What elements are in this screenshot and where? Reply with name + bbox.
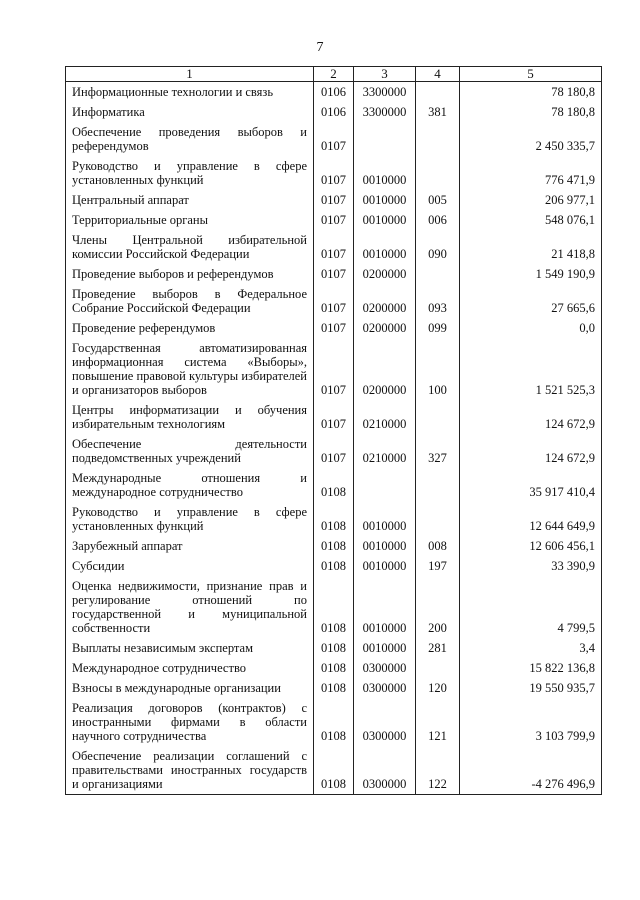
table-row [66, 502, 602, 536]
row-section-code-cell: 0108 [314, 556, 354, 576]
table-row [66, 556, 602, 576]
row-name-cell: Проведение референдумов [66, 318, 314, 338]
row-amount-cell: 0,0 [460, 318, 602, 338]
table-row [66, 338, 602, 400]
row-amount-cell: 3,4 [460, 638, 602, 658]
row-target-code-cell: 0010000 [354, 190, 416, 210]
row-expense-type-cell: 099 [416, 318, 460, 338]
row-amount-cell: 1 549 190,9 [460, 264, 602, 284]
table-row [66, 638, 602, 658]
table-row [66, 434, 602, 468]
row-target-code-cell: 3300000 [354, 102, 416, 122]
row-name-cell: Обеспечение реализации соглашений с правительствами иностранных государств и организациями [66, 746, 314, 795]
row-amount-cell: 27 665,6 [460, 284, 602, 318]
row-amount-cell: 124 672,9 [460, 400, 602, 434]
row-target-code-cell: 0010000 [354, 502, 416, 536]
row-amount-cell: 548 076,1 [460, 210, 602, 230]
row-expense-type-cell: 121 [416, 698, 460, 746]
row-name-cell: Взносы в международные организации [66, 678, 314, 698]
row-amount-cell: 19 550 935,7 [460, 678, 602, 698]
row-name-cell: Информационные технологии и связь [66, 82, 314, 103]
row-target-code-cell: 0300000 [354, 658, 416, 678]
row-expense-type-cell: 200 [416, 576, 460, 638]
row-name-cell: Реализация договоров (контрактов) с иностранными фирмами в области научного сотрудничества [66, 698, 314, 746]
row-amount-cell: 78 180,8 [460, 102, 602, 122]
row-target-code-cell: 0210000 [354, 400, 416, 434]
row-name-cell: Оценка недвижимости, признание прав и регулирование отношений по государственной и муниципальной собственности [66, 576, 314, 638]
row-target-code-cell: 0210000 [354, 434, 416, 468]
row-amount-cell: 78 180,8 [460, 82, 602, 103]
row-expense-type-cell: 327 [416, 434, 460, 468]
row-name-cell: Обеспечение проведения выборов и референдумов [66, 122, 314, 156]
row-expense-type-cell: 100 [416, 338, 460, 400]
row-expense-type-cell [416, 82, 460, 103]
row-target-code-cell: 0010000 [354, 576, 416, 638]
row-section-code-cell: 0108 [314, 678, 354, 698]
row-expense-type-cell: 006 [416, 210, 460, 230]
row-section-code-cell: 0107 [314, 434, 354, 468]
row-expense-type-cell: 005 [416, 190, 460, 210]
row-amount-cell: 12 606 456,1 [460, 536, 602, 556]
table-row [66, 658, 602, 678]
row-target-code-cell: 0200000 [354, 264, 416, 284]
row-amount-cell: -4 276 496,9 [460, 746, 602, 795]
table-row [66, 102, 602, 122]
row-target-code-cell: 0010000 [354, 210, 416, 230]
table-row [66, 230, 602, 264]
row-expense-type-cell: 120 [416, 678, 460, 698]
row-name-cell: Проведение выборов и референдумов [66, 264, 314, 284]
row-amount-cell: 124 672,9 [460, 434, 602, 468]
row-section-code-cell: 0107 [314, 318, 354, 338]
row-name-cell: Центры информатизации и обучения избирательным технологиям [66, 400, 314, 434]
row-section-code-cell: 0106 [314, 102, 354, 122]
row-section-code-cell: 0107 [314, 400, 354, 434]
row-section-code-cell: 0108 [314, 536, 354, 556]
row-name-cell: Зарубежный аппарат [66, 536, 314, 556]
table-row [66, 698, 602, 746]
row-name-cell: Обеспечение деятельности подведомственных учреждений [66, 434, 314, 468]
page-number: 7 [316, 40, 324, 55]
row-name-cell: Центральный аппарат [66, 190, 314, 210]
row-amount-cell: 12 644 649,9 [460, 502, 602, 536]
table-row [66, 264, 602, 284]
row-section-code-cell: 0108 [314, 502, 354, 536]
budget-table [65, 66, 602, 795]
row-section-code-cell: 0107 [314, 230, 354, 264]
row-expense-type-cell [416, 264, 460, 284]
table-row [66, 82, 602, 103]
row-expense-type-cell: 122 [416, 746, 460, 795]
row-amount-cell: 2 450 335,7 [460, 122, 602, 156]
row-expense-type-cell [416, 122, 460, 156]
row-section-code-cell: 0107 [314, 190, 354, 210]
row-target-code-cell: 3300000 [354, 82, 416, 103]
table-row [66, 318, 602, 338]
row-target-code-cell: 0010000 [354, 638, 416, 658]
row-expense-type-cell: 093 [416, 284, 460, 318]
row-expense-type-cell: 008 [416, 536, 460, 556]
row-target-code-cell: 0300000 [354, 678, 416, 698]
row-target-code-cell: 0200000 [354, 318, 416, 338]
row-expense-type-cell: 197 [416, 556, 460, 576]
table-header-row [66, 67, 602, 82]
row-section-code-cell: 0108 [314, 746, 354, 795]
table-row [66, 156, 602, 190]
row-name-cell: Государственная автоматизированная информационная система «Выборы», повышение правовой культуры избирателей и организаторов выборов [66, 338, 314, 400]
column-header-3: 3 [354, 67, 416, 82]
row-name-cell: Субсидии [66, 556, 314, 576]
table-row [66, 576, 602, 638]
row-target-code-cell: 0300000 [354, 698, 416, 746]
table-row [66, 190, 602, 210]
column-header-1: 1 [66, 67, 314, 82]
row-amount-cell: 15 822 136,8 [460, 658, 602, 678]
row-name-cell: Территориальные органы [66, 210, 314, 230]
row-name-cell: Информатика [66, 102, 314, 122]
row-amount-cell: 206 977,1 [460, 190, 602, 210]
row-target-code-cell: 0300000 [354, 746, 416, 795]
row-amount-cell: 21 418,8 [460, 230, 602, 264]
row-target-code-cell [354, 122, 416, 156]
row-target-code-cell: 0010000 [354, 230, 416, 264]
table-row [66, 746, 602, 795]
table-row [66, 536, 602, 556]
row-section-code-cell: 0106 [314, 82, 354, 103]
row-expense-type-cell: 090 [416, 230, 460, 264]
row-name-cell: Руководство и управление в сфере установленных функций [66, 502, 314, 536]
row-name-cell: Международные отношения и международное сотрудничество [66, 468, 314, 502]
table-row [66, 284, 602, 318]
row-name-cell: Члены Центральной избирательной комиссии Российской Федерации [66, 230, 314, 264]
row-section-code-cell: 0107 [314, 210, 354, 230]
row-name-cell: Выплаты независимым экспертам [66, 638, 314, 658]
row-expense-type-cell [416, 156, 460, 190]
column-header-5: 5 [460, 67, 602, 82]
row-section-code-cell: 0108 [314, 658, 354, 678]
row-name-cell: Руководство и управление в сфере установленных функций [66, 156, 314, 190]
column-header-4: 4 [416, 67, 460, 82]
row-amount-cell: 3 103 799,9 [460, 698, 602, 746]
row-target-code-cell: 0010000 [354, 156, 416, 190]
table-row [66, 468, 602, 502]
row-amount-cell: 35 917 410,4 [460, 468, 602, 502]
row-target-code-cell [354, 468, 416, 502]
column-header-2: 2 [314, 67, 354, 82]
row-section-code-cell: 0108 [314, 698, 354, 746]
row-section-code-cell: 0107 [314, 122, 354, 156]
row-amount-cell: 33 390,9 [460, 556, 602, 576]
table-row [66, 678, 602, 698]
table-row [66, 210, 602, 230]
row-section-code-cell: 0107 [314, 156, 354, 190]
row-amount-cell: 1 521 525,3 [460, 338, 602, 400]
row-target-code-cell: 0200000 [354, 338, 416, 400]
row-section-code-cell: 0108 [314, 468, 354, 502]
row-section-code-cell: 0108 [314, 638, 354, 658]
row-target-code-cell: 0010000 [354, 556, 416, 576]
row-expense-type-cell [416, 400, 460, 434]
row-target-code-cell: 0200000 [354, 284, 416, 318]
row-expense-type-cell: 381 [416, 102, 460, 122]
row-section-code-cell: 0107 [314, 284, 354, 318]
row-name-cell: Проведение выборов в Федеральное Собрание Российской Федерации [66, 284, 314, 318]
row-expense-type-cell [416, 502, 460, 536]
row-expense-type-cell [416, 658, 460, 678]
row-target-code-cell: 0010000 [354, 536, 416, 556]
row-amount-cell: 776 471,9 [460, 156, 602, 190]
row-section-code-cell: 0107 [314, 338, 354, 400]
table-row [66, 400, 602, 434]
row-amount-cell: 4 799,5 [460, 576, 602, 638]
row-section-code-cell: 0108 [314, 576, 354, 638]
row-section-code-cell: 0107 [314, 264, 354, 284]
row-name-cell: Международное сотрудничество [66, 658, 314, 678]
row-expense-type-cell [416, 468, 460, 502]
row-expense-type-cell: 281 [416, 638, 460, 658]
table-row [66, 122, 602, 156]
